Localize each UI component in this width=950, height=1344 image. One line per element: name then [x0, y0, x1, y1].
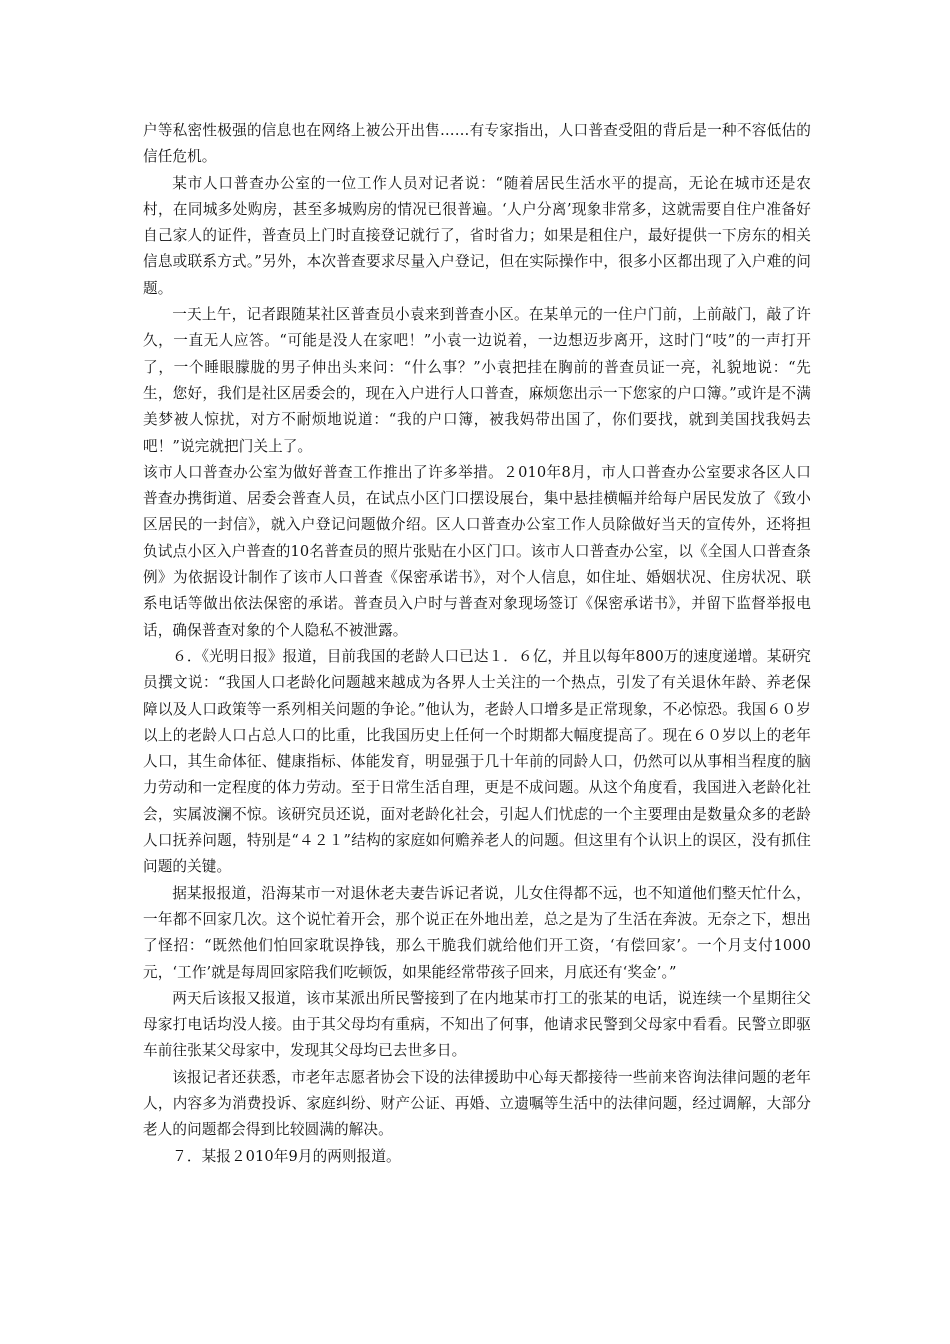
paragraph-paid-visits-story: 据某报报道，沿海某市一对退休老夫妻告诉记者说，儿女住得都不远，也不知道他们整天忙什么，一年都不回家几次。这个说忙着开会，那个说正在外地出差，总之是为了生活在奔波。无奈之下，想出了怪招：“既然他们怕回家耽误挣钱，那么干脆我们就给他们开工资，‘有偿回家’。一个月支付1000元，‘工作’就是每周回家陪我们吃顿饭，如果能经常带孩子回来，月底还有‘奖金’。” — [143, 884, 811, 981]
paragraph-police-report: 两天后该报又报道，该市某派出所民警接到了在内地某市打工的张某的电话，说连续一个星期往父母家打电话均没人接。由于其父母均有重病，不知出了何事，他请求民警到父母家中看看。民警立即驱车前往张某父母家中，发现其父母均已去世多日。 — [143, 989, 811, 1060]
paragraph-item-6-aging-population: ６．《光明日报》报道，目前我国的老龄人口已达１．６亿，并且以每年800万的速度递增。某研究员撰文说：“我国人口老龄化问题越来越成为各界人士关注的一个热点，引发了有关退休年龄、养老保障以及人口政策等一系列相关问题的争论。”他认为，老龄人口增多是正常现象，不必惊恐。我国６０岁以上的老龄人口占总人口的比重，比我国历史上任何一个时期都大幅度提高了。现在６０岁以上的老年人口，其生命体征、健康指标、体能发育，明显强于几十年前的同龄人口，仍然可以从事相当程度的脑力劳动和一定程度的体力劳动。至于日常生活自理，更是不成问题。从这个角度看，我国进入老龄化社会，实属波澜不惊。该研究员还说，面对老龄化社会，引起人们忧虑的一个主要理由是数量众多的老龄人口抚养问题，特别是“４２１”结构的家庭如何赡养老人的问题。但这里有个认识上的误区，没有抓住问题的关键。 — [143, 647, 811, 876]
paragraph-door-knocking-story: 一天上午，记者跟随某社区普查员小袁来到普查小区。在某单元的一住户门前，上前敲门，敲了许久，一直无人应答。“可能是没人在家吧！”小袁一边说着，一边想迈步离开，这时门“吱”的一声打开了，一个睡眼朦胧的男子伸出头来问：“什么事？”小袁把挂在胸前的普查员证一亮，礼貌地说：“先生，您好，我们是社区居委会的，现在入户进行人口普查，麻烦您出示一下您家的户口簿。”或许是不满美梦被人惊扰，对方不耐烦地说道：“我的户口簿，被我妈带出国了，你们要找，就到美国找我妈去吧！”说完就把门关上了。 — [143, 306, 811, 455]
paragraph-census-office-interview: 某市人口普查办公室的一位工作人员对记者说：“随着居民生活水平的提高，无论在城市还是农村，在同城多处购房，甚至多城购房的情况已很普遍。‘人户分离’现象非常多，这就需要自住户准备好自己家人的证件，普查员上门时直接登记就行了，省时省力；如果是租住户，最好提供一下房东的相关信息或联系方式。”另外，本次普查要求尽量入户登记，但在实际操作中，很多小区都出现了入户难的问题。 — [143, 174, 811, 297]
document-body — [143, 118, 811, 1170]
paragraph-item-7-heading: ７．某报２010年9月的两则报道。 — [172, 1147, 401, 1165]
paragraph-census-trust-crisis: 户等私密性极强的信息也在网络上被公开出售……有专家指出，人口普查受阻的背后是一种不容低估的信任危机。 — [143, 122, 811, 166]
paragraph-legal-aid-center: 该报记者还获悉，市老年志愿者协会下设的法律援助中心每天都接待一些前来咨询法律问题的老年人，内容多为消费投诉、家庭纠纷、财产公证、再婚、立遗嘱等生活中的法律问题，经过调解，大部分老人的问题都会得到比较圆满的解决。 — [143, 1068, 811, 1139]
paragraph-census-measures: 该市人口普查办公室为做好普查工作推出了许多举措。２010年8月，市人口普查办公室要求各区人口普查办携街道、居委会普查人员，在试点小区门口摆设展台，集中悬挂横幅并给每户居民发放了《致小区居民的一封信》，就入户登记问题做介绍。区人口普查办公室工作人员除做好当天的宣传外，还将担负试点小区入户普查的10名普查员的照片张贴在小区门口。该市人口普查办公室，以《全国人口普查条例》为依据设计制作了该市人口普查《保密承诺书》，对个人信息，如住址、婚姻状况、住房状况、联系电话等做出依法保密的承诺。普查员入户时与普查对象现场签订《保密承诺书》，并留下监督举报电话，确保普查对象的个人隐私不被泄露。 — [143, 463, 811, 639]
